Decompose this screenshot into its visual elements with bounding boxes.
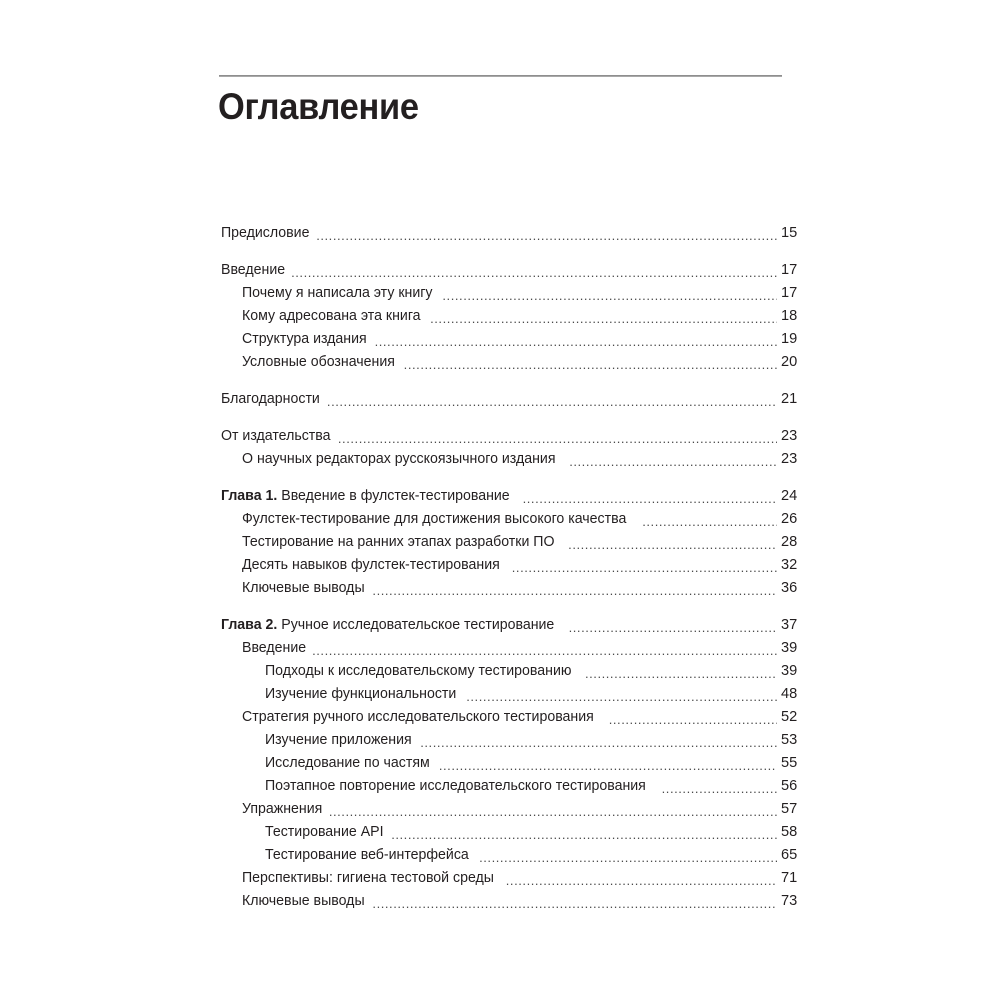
toc-page-number: 57 xyxy=(781,801,798,817)
toc-page-number: 73 xyxy=(781,893,798,909)
toc-entry-label: Десять навыков фулстек-тестирования xyxy=(242,557,500,573)
toc-page-number: 18 xyxy=(781,308,798,324)
toc-chapter-prefix: Глава 2. xyxy=(221,617,278,633)
toc-dot-leader xyxy=(327,396,777,410)
toc-entry[interactable] xyxy=(0,485,1000,508)
toc-entry[interactable] xyxy=(0,798,1000,821)
toc-entry[interactable] xyxy=(0,305,1000,328)
toc-dot-leader xyxy=(404,359,777,373)
toc-page-number: 65 xyxy=(781,847,798,863)
toc-dot-leader xyxy=(642,516,777,530)
toc-page-number: 56 xyxy=(781,778,798,794)
toc-page-number: 17 xyxy=(781,285,798,301)
toc-entry[interactable] xyxy=(0,577,1000,600)
toc-entry[interactable] xyxy=(0,328,1000,351)
toc-entry[interactable] xyxy=(0,821,1000,844)
toc-entry[interactable] xyxy=(0,351,1000,374)
toc-entry-title: Ручное исследовательское тестирование xyxy=(277,617,555,633)
toc-entry[interactable] xyxy=(0,222,1000,245)
toc-entry-label: О научных редакторах русскоязычного издания xyxy=(242,451,556,467)
toc-page-number: 28 xyxy=(781,534,798,550)
toc-page-number: 24 xyxy=(781,488,798,504)
toc-entry-label: Фулстек-тестирование для достижения высокого качества xyxy=(242,511,627,527)
toc-entry-label: Изучение функциональности xyxy=(265,686,457,702)
table-of-contents xyxy=(0,222,1000,913)
toc-entry-label xyxy=(221,614,558,637)
toc-entry-label: Почему я написала эту книгу xyxy=(242,285,433,301)
toc-page-number: 20 xyxy=(781,354,798,370)
toc-dot-leader xyxy=(430,313,777,327)
toc-dot-leader xyxy=(585,668,777,682)
toc-entry-label: Тестирование веб-интерфейса xyxy=(265,847,469,863)
toc-dot-leader xyxy=(568,539,777,553)
toc-entry[interactable] xyxy=(0,637,1000,660)
toc-entry[interactable] xyxy=(0,660,1000,683)
toc-page-number: 52 xyxy=(781,709,798,725)
toc-entry-label: Ключевые выводы xyxy=(242,893,365,909)
toc-entry-label: Введение xyxy=(221,262,286,278)
toc-dot-leader xyxy=(569,622,777,636)
toc-entry[interactable] xyxy=(0,706,1000,729)
toc-page-number: 48 xyxy=(781,686,798,702)
toc-entry[interactable] xyxy=(0,282,1000,305)
toc-entry-label: Введение xyxy=(242,640,307,656)
toc-entry[interactable] xyxy=(0,867,1000,890)
toc-dot-leader xyxy=(372,898,777,912)
toc-dot-leader xyxy=(391,829,777,843)
toc-entry[interactable] xyxy=(0,554,1000,577)
toc-dot-leader xyxy=(662,783,777,797)
toc-entry[interactable] xyxy=(0,890,1000,913)
toc-page-number: 23 xyxy=(781,451,798,467)
toc-page-number: 39 xyxy=(781,663,798,679)
toc-page-number: 71 xyxy=(781,870,798,886)
toc-dot-leader xyxy=(512,562,777,576)
toc-entry[interactable] xyxy=(0,531,1000,554)
toc-dot-leader xyxy=(439,760,777,774)
toc-entry-label: Ключевые выводы xyxy=(242,580,365,596)
toc-dot-leader xyxy=(291,267,777,281)
toc-page-number: 37 xyxy=(781,617,798,633)
toc-entry-label: Перспективы: гигиена тестовой среды xyxy=(242,870,494,886)
toc-entry-label: Поэтапное повторение исследовательского тестирования xyxy=(265,778,646,794)
toc-entry-label: Благодарности xyxy=(221,391,320,407)
toc-entry[interactable] xyxy=(0,729,1000,752)
toc-page-number: 32 xyxy=(781,557,798,573)
header-rule xyxy=(219,75,782,77)
toc-dot-leader xyxy=(479,852,777,866)
toc-page-number: 55 xyxy=(781,755,798,771)
toc-dot-leader xyxy=(506,875,777,889)
toc-page-number: 21 xyxy=(781,391,798,407)
toc-dot-leader xyxy=(442,290,777,304)
toc-entry[interactable] xyxy=(0,614,1000,637)
toc-entry-label: Стратегия ручного исследовательского тестирования xyxy=(242,709,594,725)
toc-page-number: 23 xyxy=(781,428,798,444)
toc-page-number: 58 xyxy=(781,824,798,840)
toc-entry-label: Условные обозначения xyxy=(242,354,395,370)
toc-page-number: 15 xyxy=(781,225,798,241)
toc-dot-leader xyxy=(329,806,777,820)
toc-page-number: 26 xyxy=(781,511,798,527)
toc-entry[interactable] xyxy=(0,752,1000,775)
toc-entry-label: Упражнения xyxy=(242,801,323,817)
toc-page-number: 53 xyxy=(781,732,798,748)
toc-entry-title: Введение в фулстек-тестирование xyxy=(277,488,510,504)
toc-dot-leader xyxy=(609,714,777,728)
toc-page-number: 36 xyxy=(781,580,798,596)
toc-dot-leader xyxy=(312,645,777,659)
toc-entry[interactable] xyxy=(0,775,1000,798)
toc-entry-label: Структура издания xyxy=(242,331,367,347)
toc-entry[interactable] xyxy=(0,425,1000,448)
toc-page-number: 17 xyxy=(781,262,798,278)
toc-entry-label: От издательства xyxy=(221,428,331,444)
toc-dot-leader xyxy=(372,585,777,599)
toc-dot-leader xyxy=(466,691,777,705)
toc-entry[interactable] xyxy=(0,259,1000,282)
toc-entry[interactable] xyxy=(0,388,1000,411)
toc-dot-leader xyxy=(569,456,777,470)
toc-entry[interactable] xyxy=(0,683,1000,706)
toc-chapter-prefix: Глава 1. xyxy=(221,488,278,504)
toc-page-number: 19 xyxy=(781,331,798,347)
toc-entry-label: Изучение приложения xyxy=(265,732,412,748)
toc-entry[interactable] xyxy=(0,508,1000,531)
toc-entry-label: Тестирование на ранних этапах разработки ПО xyxy=(242,534,555,550)
toc-entry-label: Подходы к исследовательскому тестированию xyxy=(265,663,572,679)
toc-dot-leader xyxy=(523,493,777,507)
toc-entry[interactable] xyxy=(0,448,1000,471)
page-title: Оглавление xyxy=(218,86,419,127)
toc-entry-label xyxy=(221,485,514,508)
toc-entry-label: Исследование по частям xyxy=(265,755,430,771)
toc-entry[interactable] xyxy=(0,844,1000,867)
toc-dot-leader xyxy=(420,737,777,751)
toc-dot-leader xyxy=(316,230,777,244)
toc-entry-label: Предисловие xyxy=(221,225,310,241)
toc-page-number: 39 xyxy=(781,640,798,656)
toc-dot-leader xyxy=(338,433,777,447)
toc-dot-leader xyxy=(375,336,777,350)
toc-entry-label: Тестирование API xyxy=(265,824,384,840)
toc-entry-label: Кому адресована эта книга xyxy=(242,308,421,324)
